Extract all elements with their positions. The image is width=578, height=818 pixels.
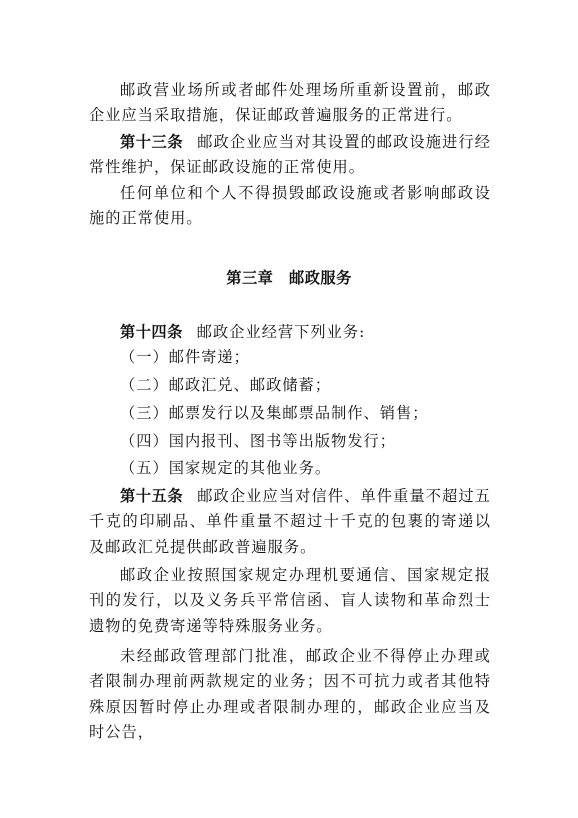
list-item: （三）邮票发行以及集邮票品制作、销售；: [120, 404, 429, 422]
article-13-heading: 第十三条: [120, 133, 184, 151]
chapter-title: 第三章 邮政服务: [226, 269, 352, 287]
paragraph-3-text: 任何单位和个人不得损毁邮政设施或者影响邮政设施的正常使用。: [89, 184, 491, 228]
paragraph-1-text: 邮政营业场所或者邮件处理场所重新设置前，邮政企业应当采取措施，保证邮政普遍服务的正常进行。: [89, 81, 491, 125]
article-13: [89, 130, 491, 181]
list-item: （二）邮政汇兑、邮政储蓄；: [120, 376, 332, 394]
article-14-text: 邮政企业经营下列业务:: [196, 323, 366, 341]
paragraph-6-text: 邮政企业按照国家规定办理机要通信、国家规定报刊的发行，以及义务兵平常信函、盲人读物和革命烈士遗物的免费寄递等特殊服务业务。: [89, 566, 491, 635]
paragraph-1: [89, 78, 491, 129]
article-15-heading: 第十五条: [120, 487, 184, 505]
paragraph-7: [89, 644, 491, 745]
list-item: （一）邮件寄递；: [120, 348, 250, 366]
paragraph-7-text: 未经邮政管理部门批准，邮政企业不得停止办理或者限制办理前两款规定的业务；因不可抗力或者其他特殊原因暂时停止办理或者限制办理的，邮政企业应当及时公告，: [89, 647, 491, 741]
article-14-heading: 第十四条: [120, 323, 183, 341]
article-14: [89, 320, 491, 345]
list-item: （五）国家规定的其他业务。: [120, 459, 332, 477]
article-15: [89, 484, 491, 560]
article-13-text: 邮政企业应当对其设置的邮政设施进行经常性维护，保证邮政设施的正常使用。: [89, 133, 491, 177]
paragraph-6: [89, 563, 491, 639]
list-item: （四）国内报刊、图书等出版物发行；: [120, 432, 397, 450]
article-15-text: 邮政企业应当对信件、单件重量不超过五千克的印刷品、单件重量不超过十千克的包裹的寄递以及邮政汇兑提供邮政普遍服务。: [89, 487, 491, 556]
paragraph-3: [89, 181, 491, 232]
